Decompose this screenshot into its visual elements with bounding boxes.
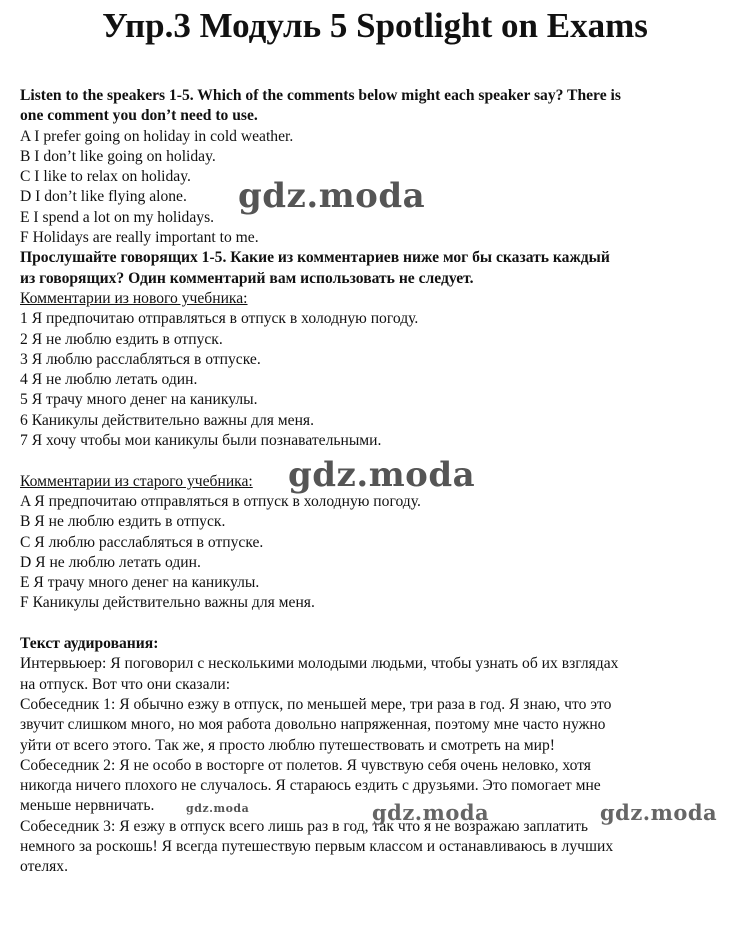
task-en-line: one comment you don’t need to use. bbox=[20, 107, 258, 125]
transcript-line: никогда ничего плохого не случалось. Я стараюсь ездить с друзьями. Это помогает мне bbox=[20, 777, 601, 795]
watermark: gdz.moda bbox=[372, 800, 490, 825]
transcript-line: Интервьюер: Я поговорил с несколькими молодыми людьми, чтобы узнать об их взглядах bbox=[20, 655, 619, 673]
transcript-heading: Текст аудирования: bbox=[20, 635, 159, 653]
transcript-line: Собеседник 3: Я езжу в отпуск всего лишь раз в год, так что я не возражаю заплатить bbox=[20, 817, 588, 835]
spacer bbox=[20, 614, 732, 634]
transcript-line: Собеседник 1: Я обычно езжу в отпуск, по меньшей мере, три раза в год. Я знаю, что это bbox=[20, 695, 612, 713]
old-textbook-item: A Я предпочитаю отправляться в отпуск в холодную погоду. bbox=[20, 492, 421, 510]
new-textbook-item: 3 Я люблю расслабляться в отпуске. bbox=[20, 350, 261, 368]
old-textbook-item: D Я не люблю летать один. bbox=[20, 553, 201, 571]
new-textbook-heading: Комментарии из нового учебника: bbox=[20, 289, 248, 307]
transcript-line: Собеседник 2: Я не особо в восторге от полетов. Я чувствую себя очень неловко, хотя bbox=[20, 756, 591, 774]
transcript-line: на отпуск. Вот что они сказали: bbox=[20, 675, 231, 693]
task-ru-line: из говорящих? Один комментарий вам использовать не следует. bbox=[20, 269, 474, 287]
transcript-line: немного за роскошь! Я всегда путешествую первым классом и останавливаюсь в лучших bbox=[20, 837, 614, 855]
new-textbook-item: 4 Я не люблю летать один. bbox=[20, 371, 198, 389]
new-textbook-item: 2 Я не люблю ездить в отпуск. bbox=[20, 330, 223, 348]
old-textbook-item: B Я не люблю ездить в отпуск. bbox=[20, 513, 226, 531]
task-ru-line: Прослушайте говорящих 1-5. Какие из комментариев ниже мог бы сказать каждый bbox=[20, 249, 610, 267]
new-textbook-item: 5 Я трачу много денег на каникулы. bbox=[20, 391, 258, 409]
task-en-line: Listen to the speakers 1-5. Which of the comments below might each speaker say? There is bbox=[20, 87, 621, 104]
option-en: D I don’t like flying alone. bbox=[20, 188, 187, 206]
watermark: gdz.moda bbox=[288, 455, 476, 495]
transcript-line: отелях. bbox=[20, 858, 68, 876]
old-textbook-item: C Я люблю расслабляться в отпуске. bbox=[20, 533, 264, 551]
transcript-line: звучит слишком много, но моя работа довольно напряженная, поэтому мне часто нужно bbox=[20, 716, 606, 734]
watermark: gdz.moda bbox=[600, 800, 718, 825]
option-en: E I spend a lot on my holidays. bbox=[20, 208, 215, 226]
new-textbook-item: 6 Каникулы действительно важны для меня. bbox=[20, 411, 315, 429]
watermark: gdz.moda bbox=[186, 802, 250, 815]
option-en: A I prefer going on holiday in cold weather. bbox=[20, 127, 294, 145]
transcript-line: уйти от всего этого. Так же, я просто люблю путешествовать и смотреть на мир! bbox=[20, 736, 555, 754]
transcript-line: меньше нервничать. bbox=[20, 797, 155, 815]
old-textbook-item: F Каникулы действительно важны для меня. bbox=[20, 594, 315, 612]
option-en: B I don’t like going on holiday. bbox=[20, 147, 216, 165]
page-title: Упр.3 Модуль 5 Spotlight on Exams bbox=[102, 6, 648, 45]
option-en: C I like to relax on holiday. bbox=[20, 168, 191, 186]
old-textbook-item: E Я трачу много денег на каникулы. bbox=[20, 574, 260, 592]
old-textbook-heading: Комментарии из старого учебника: bbox=[20, 472, 253, 490]
option-en: F Holidays are really important to me. bbox=[20, 229, 259, 247]
new-textbook-item: 1 Я предпочитаю отправляться в отпуск в холодную погоду. bbox=[20, 310, 419, 328]
new-textbook-item: 7 Я хочу чтобы мои каникулы были познавательными. bbox=[20, 432, 382, 450]
watermark: gdz.moda bbox=[238, 176, 426, 216]
